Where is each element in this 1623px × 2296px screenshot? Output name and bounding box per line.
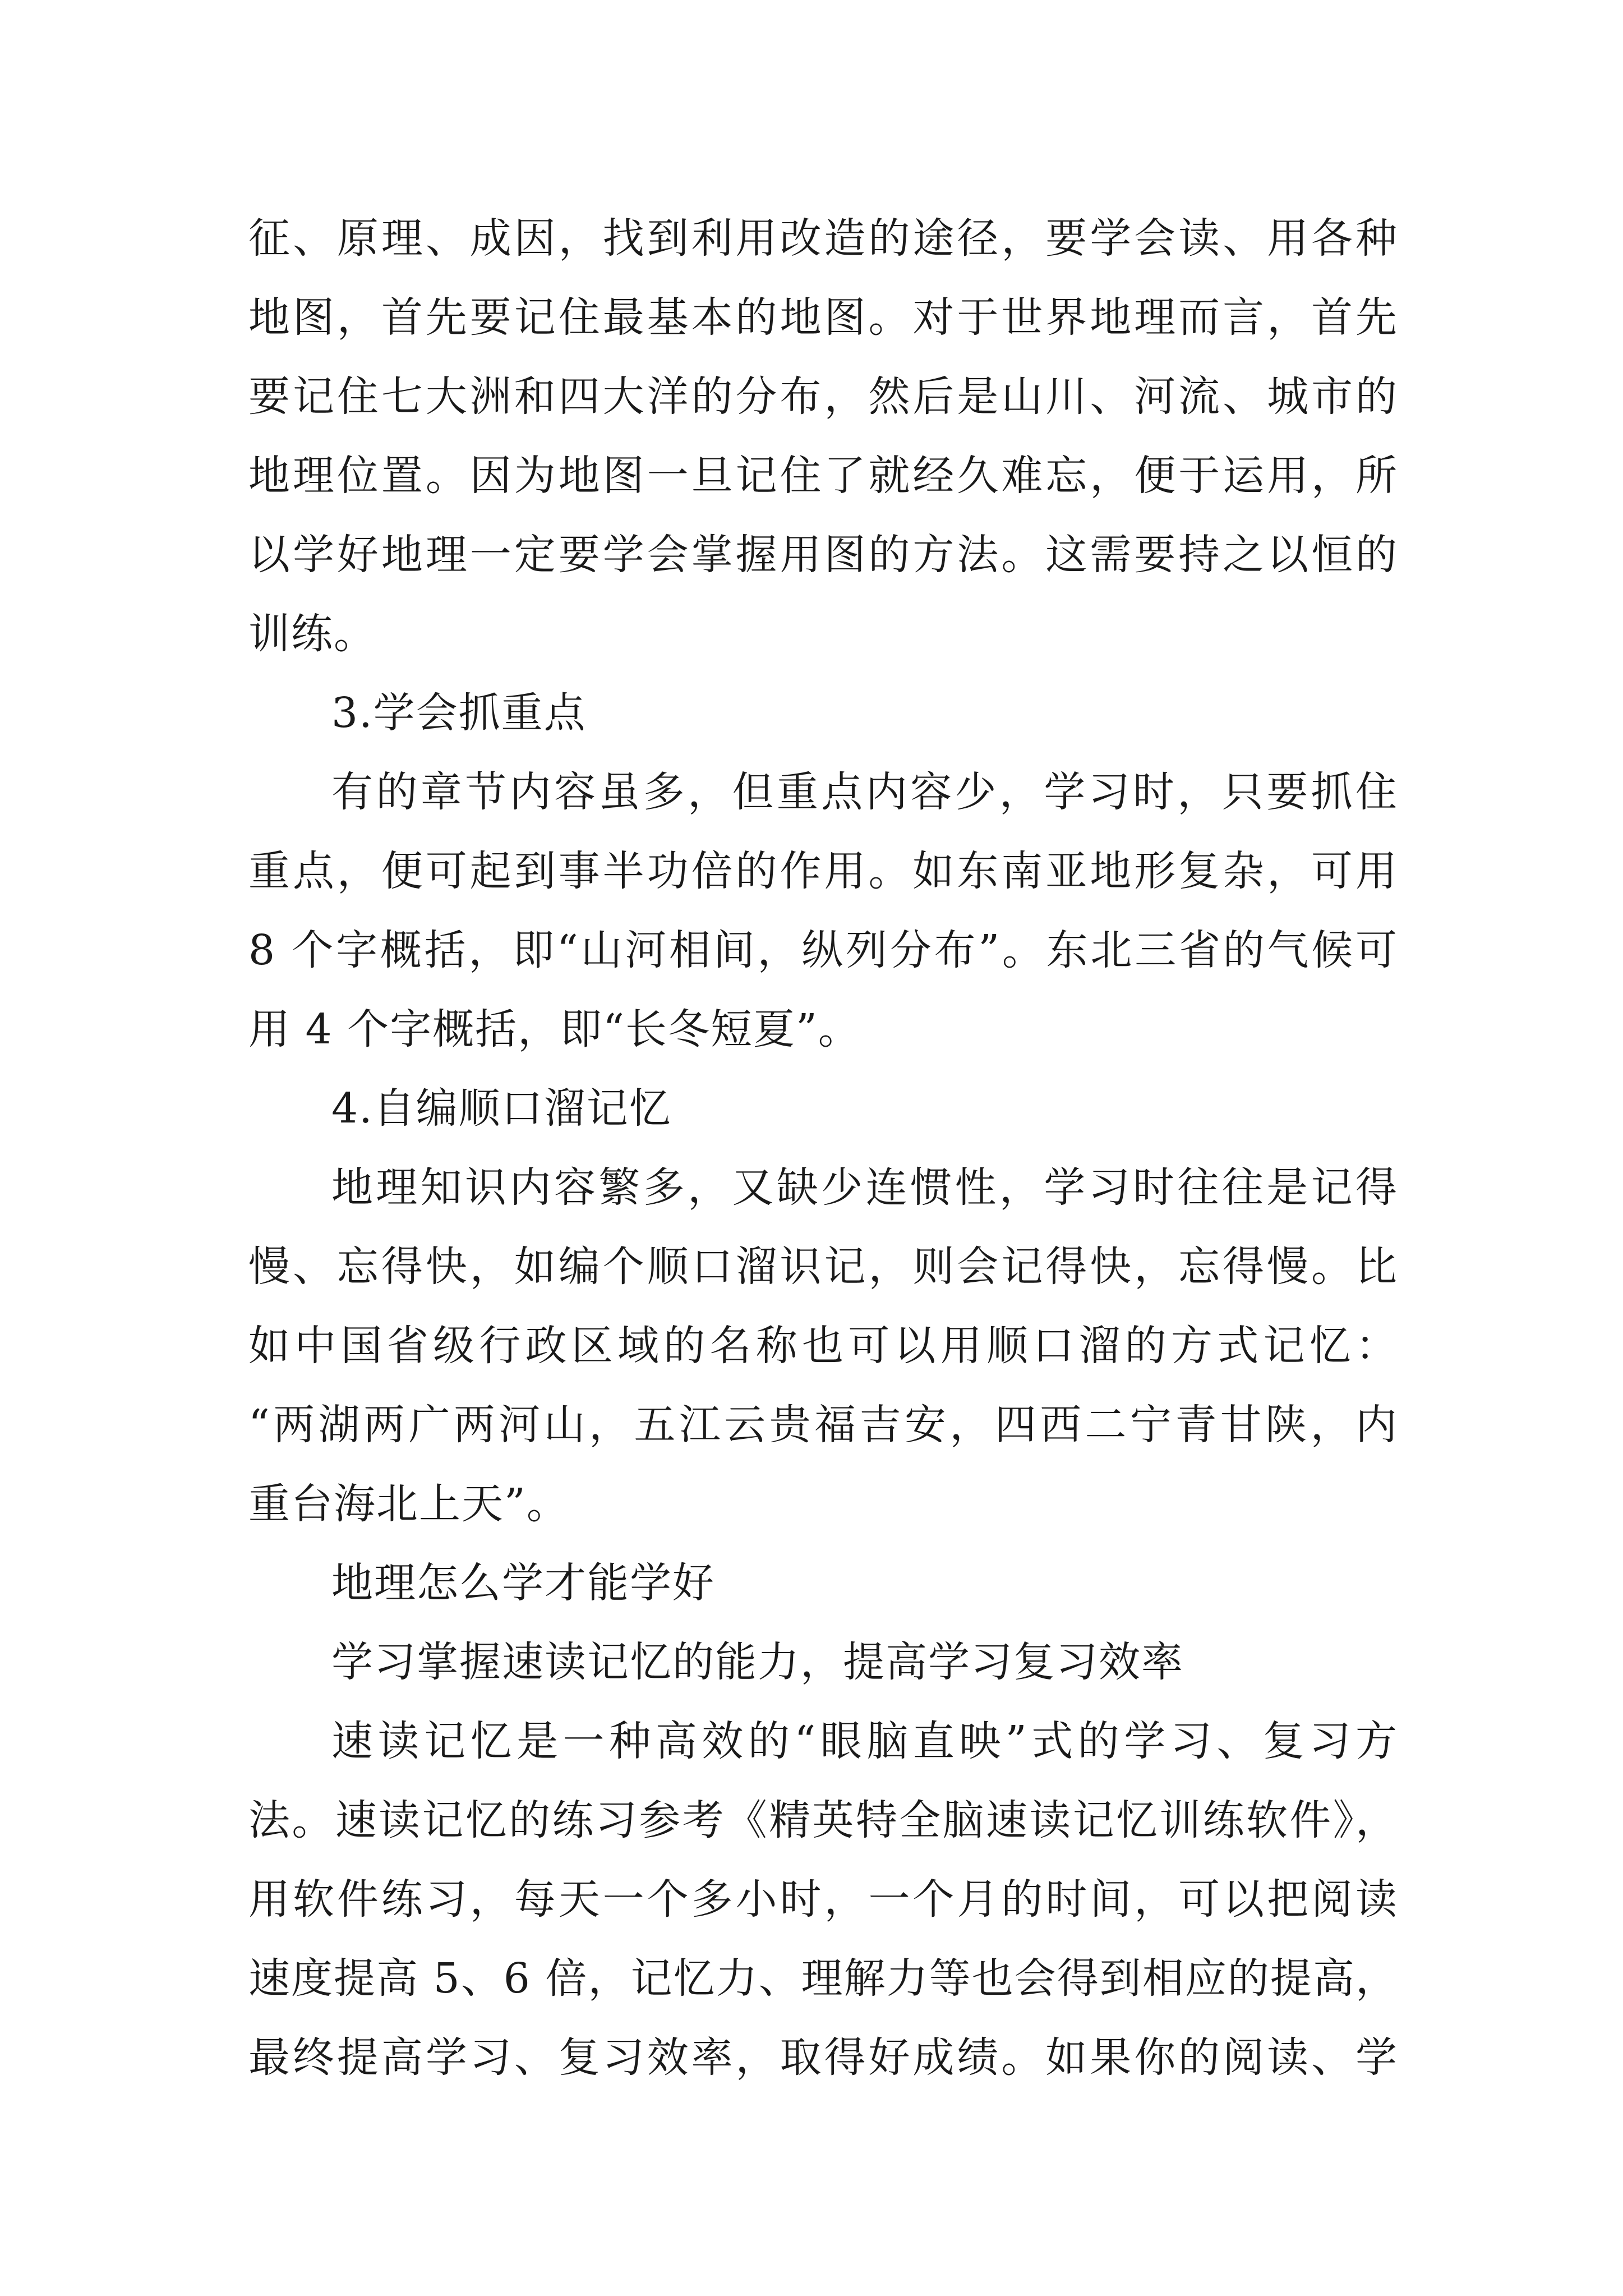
text-line: 要记住七大洲和四大洋的分布，然后是山川、河流、城市的: [248, 372, 1398, 421]
text-line: 慢、忘得快，如编个顺口溜识记，则会记得快，忘得慢。比: [248, 1243, 1398, 1291]
text-line: 以学好地理一定要学会掌握用图的方法。这需要持之以恒的: [248, 531, 1398, 579]
text-line: 如中国省级行政区域的名称也可以用顺口溜的方式记忆：: [248, 1322, 1398, 1370]
text-line: 最终提高学习、复习效率，取得好成绩。如果你的阅读、学: [248, 2033, 1398, 2082]
text-line: 征、原理、成因，找到利用改造的途径，要学会读、用各种: [248, 214, 1398, 263]
text-line: 速读记忆是一种高效的“眼脑直映”式的学习、复习方: [331, 1717, 1398, 1765]
text-line: 法。速读记忆的练习参考《精英特全脑速读记忆训练软件》，: [248, 1796, 1398, 1844]
text-line: 速度提高 5、6 倍，记忆力、理解力等也会得到相应的提高，: [248, 1954, 1398, 2003]
text-line: 重台海北上天”。: [248, 1480, 569, 1528]
text-line: 有的章节内容虽多，但重点内容少，学习时，只要抓住: [331, 768, 1398, 816]
text-line: 地理怎么学才能学好: [331, 1559, 715, 1607]
text-line: “两湖两广两河山，五江云贵福吉安，四西二宁青甘陕，内: [248, 1401, 1398, 1449]
text-line: 学习掌握速读记忆的能力，提高学习复习效率: [331, 1638, 1184, 1686]
text-line: 地理位置。因为地图一旦记住了就经久难忘，便于运用，所: [248, 452, 1398, 500]
text-line: 3.学会抓重点: [331, 689, 587, 737]
text-line: 用 4 个字概括，即“长冬短夏”。: [248, 1005, 861, 1053]
text-line: 用软件练习，每天一个多小时，一个月的时间，可以把阅读: [248, 1875, 1398, 1924]
text-line: 地图，首先要记住最基本的地图。对于世界地理而言，首先: [248, 293, 1398, 342]
text-line: 4.自编顺口溜记忆: [331, 1084, 672, 1133]
text-line: 训练。: [248, 610, 376, 658]
text-line: 8 个字概括，即“山河相间，纵列分布”。东北三省的气候可: [248, 926, 1398, 974]
document-body: [248, 199, 1398, 2097]
text-line: 地理知识内容繁多，又缺少连惯性，学习时往往是记得: [331, 1163, 1398, 1212]
text-line: 重点，便可起到事半功倍的作用。如东南亚地形复杂，可用: [248, 847, 1398, 895]
